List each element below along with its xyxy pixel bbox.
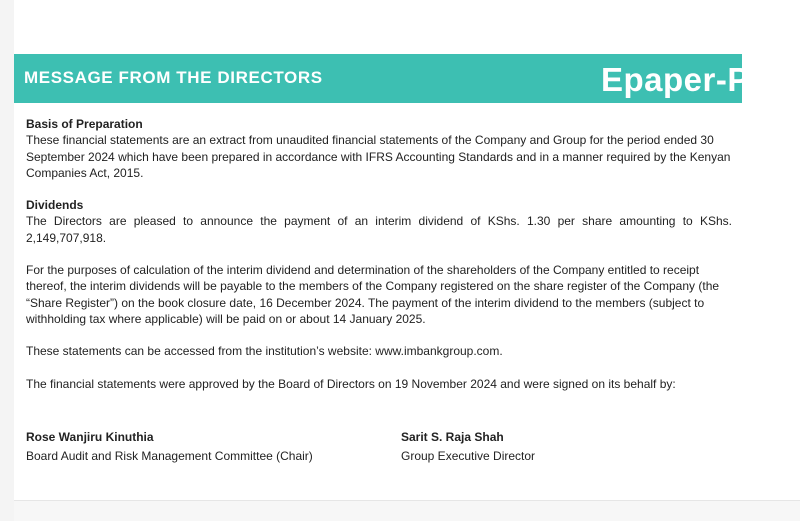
signatory-name: Sarit S. Raja Shah xyxy=(401,430,504,444)
approval-paragraph: The financial statements were approved by the Board of Directors on 19 November 2024 and were signed on its behalf by: xyxy=(26,376,676,391)
section-header-bar xyxy=(14,54,750,103)
dividends-heading: Dividends xyxy=(26,198,84,213)
signatory-2 xyxy=(401,428,535,466)
signatory-name: Rose Wanjiru Kinuthia xyxy=(26,430,154,444)
signatory-role: Board Audit and Risk Management Committee (Chair) xyxy=(26,449,313,463)
signatory-1 xyxy=(26,428,313,466)
dividends-paragraph: The Directors are pleased to announce the payment of an interim dividend of KShs. 1.30 per share amounting to KShs. 2,149,707,918. xyxy=(26,214,732,245)
section-title: MESSAGE FROM THE DIRECTORS xyxy=(24,68,323,87)
signatory-role: Group Executive Director xyxy=(401,449,536,463)
website-paragraph: These statements can be accessed from the institution’s website: www.imbankgroup.com. xyxy=(26,344,503,359)
basis-paragraph: These financial statements are an extract from unaudited financial statements of the Company and Group for the period ended 30 September 2024 which have been prepared in accordance with IFRS Accounting Standards and in a manner required by the Kenyan Companies Act, 2015. xyxy=(26,133,731,180)
basis-heading: Basis of Preparation xyxy=(26,117,143,131)
dividend-payment-paragraph: For the purposes of calculation of the interim dividend and determination of the shareholders of the Company entitled to receipt thereof, the interim dividends will be payable to the members of the Company registered on the share register of the Company (the “Share Register”) on the book closure date, 16 December 2024. The payment of the interim dividend to the members (subject to withholding tax where applicable) will be paid on or about 14 January 2025. xyxy=(26,263,720,326)
page-bottom-edge xyxy=(14,500,800,521)
watermark-text: Epaper-P xyxy=(601,61,750,98)
message-body xyxy=(26,116,732,392)
